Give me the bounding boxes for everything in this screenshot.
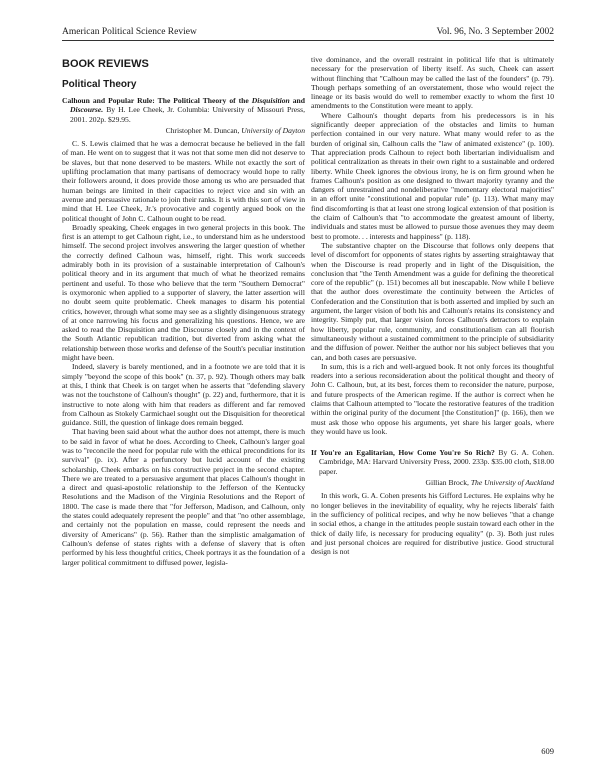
journal-title: American Political Science Review <box>62 27 197 37</box>
issue-info: Vol. 96, No. 3 September 2002 <box>436 27 554 37</box>
review1-reviewer-affiliation: University of Dayton <box>241 125 305 135</box>
header-rule <box>62 40 554 41</box>
review2-paragraph: In this work, G. A. Cohen presents his Gifford Lectures. He explains why he no longer believes in the inevitability of equality, why he rejects liberals' faith in the sufficiency of political recipes, and why he now believes "that a change in social ethos, a change in the attitudes people sustain toward each other in the thick of daily life, is necessary for producing equality" (p. 3). Both just rules and just personal choices are required for distributive justice. Good structural design is not <box>311 491 554 557</box>
review2-citation <box>311 448 554 476</box>
review1-reviewer <box>62 126 305 135</box>
review2-reviewer-affiliation: The University of Auckland <box>470 478 554 488</box>
review1-paragraph: That having been said about what the author does not attempt, there is much to be said in favor of what he does. According to Cheek, Calhoun's larger goal was to "reconcile the need for popular rule with the ethical preconditions for its survival" (p. ix). After a perfunctory but lucid account of the existing scholarship, Cheek embarks on his constructive project in the second chapter. There we are treated to a persuasive argument that places Calhoun's thought in a direct and quasi-apostolic relationship to the Jefferson of the Kentucky Resolutions and the Madison of the Virginia Resolutions and the Report of 1800. The case is made there that "for Jefferson, Madison, and Calhoun, only the states could adequately represent the people" and that "no other assemblage, and certainly not the population en masse, could represent the needs and diversity of Americans" (p. 56). Rather than the simplistic amalgamation of Calhoun's defense of states rights with a defense of slavery that is often performed by his less thoughtful critics, Cheek portrays it as the foundation of a larger political commitment to diffused power, legisla- <box>62 427 305 567</box>
subsection-title: Political Theory <box>62 79 137 90</box>
review2-reviewer-name: Gillian Brock, <box>425 478 469 488</box>
review2-reviewer <box>311 478 554 487</box>
review2-publication: By G. A. Cohen. Cambridge, MA: Harvard University Press, 2000. 233p. $35.00 cloth, $18.00 paper. <box>319 448 554 476</box>
review2-book-title: If You're an Egalitarian, How Come You're So Rich? <box>311 448 495 458</box>
review1-paragraph: tive dominance, and the overall restraint in political life that is ultimately necessary for the preservation of liberty itself. As such, Cheek can assert without flinching that "Calhoun may be called the last of the founders" (p. 79). Though perhaps something of an overstatement, those who would reject the lineage or its basis would do well to remember exactly to whom the first 10 amendments to the Constitution were meant to apply. <box>311 55 554 111</box>
review1-paragraph: C. S. Lewis claimed that he was a democrat because he believed in the fall of man. He went on to suggest that it was not that some men did not deserve to be slaves, but that none deserved to be masters. While not exactly the sort of uplifting proclamation that many partisans of democracy would hope to rally their followers around, it does provide those among us who are persuaded that human beings are limited in their capacities to reject vice and sin with an avenue and persuasive rationale to join their ranks. It is with this sort of view in mind that H. Lee Cheek, Jr.'s provocative and cogently argued book on the political thought of John C. Calhoun ought to be read. <box>62 139 305 223</box>
review-separator <box>311 436 554 448</box>
review1-reviewer-name: Christopher M. Duncan, <box>165 125 240 135</box>
review1-book-title: Calhoun and Popular Rule: The Political Theory of the <box>62 96 249 105</box>
running-head <box>62 26 554 38</box>
review1-book-title-italic: Disquisition <box>251 96 290 105</box>
review1-paragraph: Where Calhoun's thought departs from his predecessors is in his significantly deeper appreciation of the obstacles and limits to human perfection contained in our very nature. What many would refer to as the burden of original sin, Calhoun calls the "law of animated existence" (p. 100). That appreciation prods Calhoun to reject both libertarian individualism and political centralization as threats in their own right to a sustainable and ordered liberty. While Cheek ignores the obvious irony, he is on firm ground when he frames Calhoun's position as one designed to thwart majority tyranny and the dangers of unrestrained and nondeliberative "momentary electoral majorities" in an effort unite "constitutional and popular rule" (p. 113). What many may find discomforting is that at least one strong logical extension of that position is the claim of Calhoun's that "to accommodate the greatest amount of liberty, individuals and states must be allowed to pursue those avenues they may deem best to promote. . . interests and happiness" (p. 118). <box>311 110 554 241</box>
review1-citation <box>62 96 305 124</box>
right-column <box>311 55 554 556</box>
review1-paragraph: In sum, this is a rich and well-argued book. It not only forces its thoughtful readers into a serious reconsideration about the political thought and theory of John C. Calhoun, but, at its best, forces them to reconsider the nature, purpose, and future prospects of the American regime. If the author is correct when he claims that Calhoun attempted to "locate the restorative features of the tradition within the original purity of the document [the Constitution]" (p. 166), then we must ask those who oppose his arguments, yet share his larger goals, where they would have us look. <box>311 361 554 436</box>
page-number: 609 <box>541 746 554 756</box>
review1-paragraph: The substantive chapter on the Discourse that follows only deepens that level of discomfort for opponents of states rights by asserting straightaway that when the Discourse is read properly and in light of the Disquisition, the conclusion that "the Tenth Amendment was a guide for defining the theoretical core of the republic" (p. 151) becomes all but inescapable. Now while I believe that the author does overestimate the continuity between the Articles of Confederation and the Constitution that is both asserted and implied by such an argument, the larger vision of both his and Calhoun's retains its consistency and integrity. Simply put, that larger vision forces Calhoun's detractors to explain how liberty, popular rule, community, and constitutionalism can all flourish simultaneously without a sustained commitment to the principle of subsidiarity and the diffusion of power. Neither the author nor his subject believes that you can, and both cases are persuasive. <box>311 240 554 362</box>
review1-paragraph: Broadly speaking, Cheek engages in two general projects in this book. The first is an attempt to get Calhoun right, i.e., to understand him as he understood himself. The second project involves answering the larger question of whether the correctly defined Calhoun was, himself, right. This work succeeds admirably both in its provision of a sustainable interpretation of Calhoun's political theory and in its argument that much of what he theorized remains pertinent and useful. To those who believe that the term "Southern Democrat" is oxymoronic when applied to a supporter of slavery, the latter assertion will no doubt seem quite problematic. Cheek manages to disarm his potential critics, however, through what some may see as a slightly disingenuous strategy of at once narrowing his focus and generalizing his questions. Hence, we are asked to read the Disquisition and the Discourse closely and in the context of the South Atlantic republican tradition, but diverted from asking what the relationship between those works and defense of the South's peculiar institution might have been. <box>62 222 305 363</box>
review1-book-title-and: and <box>292 96 305 105</box>
section-title: BOOK REVIEWS <box>62 58 149 70</box>
review1-publication: By H. Lee Cheek, Jr. Columbia: University of Missouri Press, 2001. 202p. $29.95. <box>70 105 305 124</box>
left-column <box>62 58 305 567</box>
review1-book-title-italic2: Discourse. <box>70 105 104 115</box>
review1-paragraph: Indeed, slavery is barely mentioned, and in a footnote we are told that it is simply "beyond the scope of this book" (n. 37, p. 92). Though others may balk at this, I think that Cheek is on target when he asserts that "defending slavery was not the touchstone of Calhoun's thought" (p. 22) and, furthermore, that it is instructive to note along with him that readers as different and far removed from Calhoun as Stokely Carmichael sought out the Disquisition for theoretical guidance. Still, the question of linkage does remain begged. <box>62 362 305 428</box>
